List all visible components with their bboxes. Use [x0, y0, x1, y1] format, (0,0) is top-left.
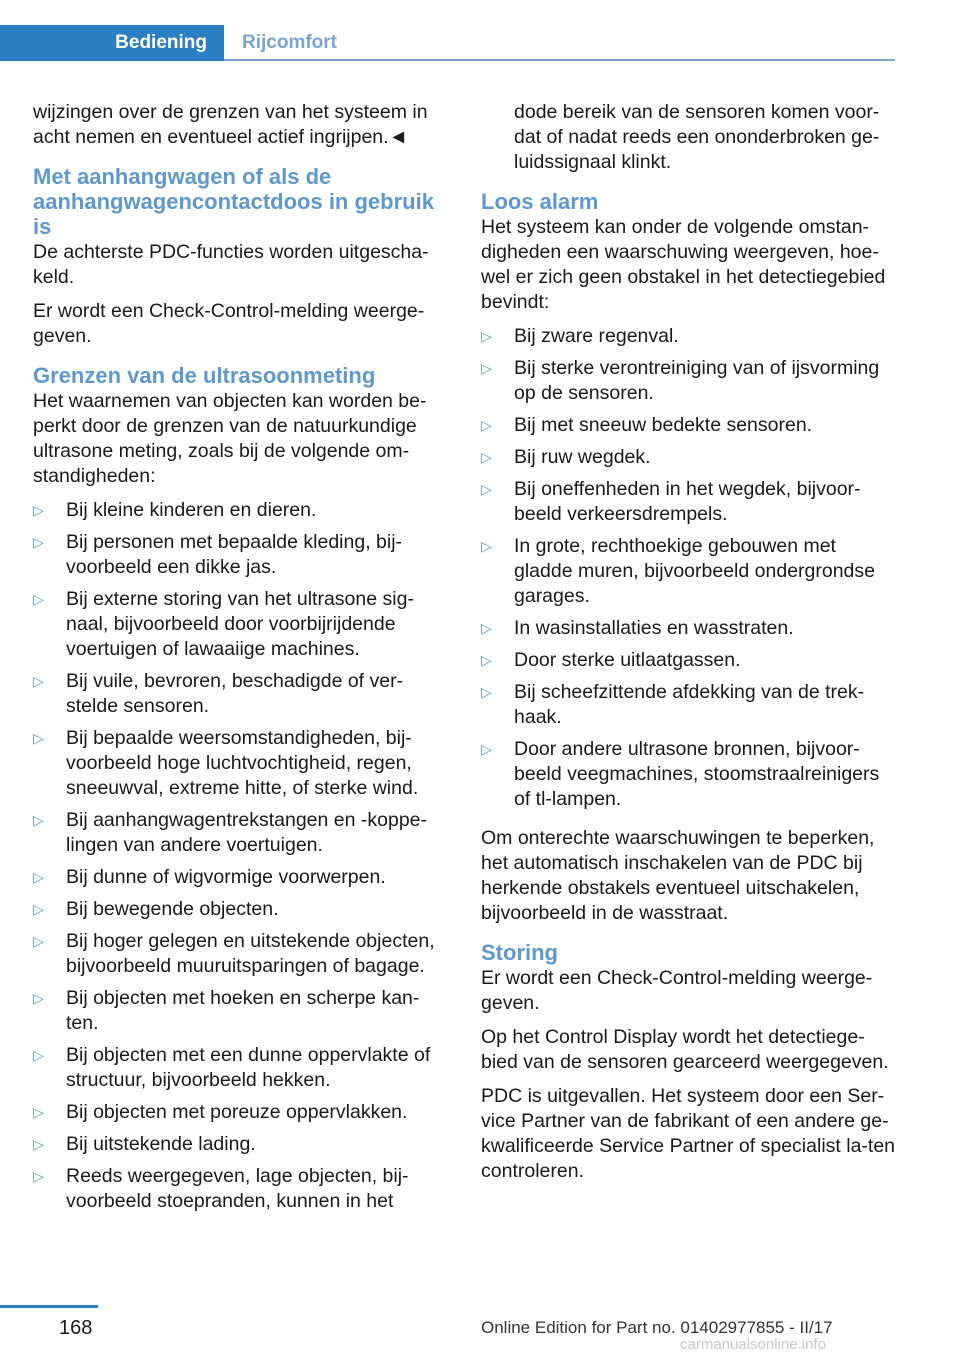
triangle-bullet-icon: ▷ [481, 741, 492, 757]
list-item-text: Bij aanhangwagentrekstangen en -koppe-lingen van andere voertuigen. [66, 809, 428, 856]
paragraph-grenzen: Het waarnemen van objecten kan worden be-perkt door de grenzen van de natuurkundige ultrasone meting, zoals bij de volgende om-standigheden: [33, 390, 427, 487]
paragraph-onterecht: Om onterechte waarschuwingen te beperken, het automatisch inschakelen van de PDC bij herkende obstakels eventueel uitschakelen, bijvoorbeeld in de wasstraat. [481, 827, 875, 924]
paragraph-storing-2: Op het Control Display wordt het detectiege-bied van de sensoren gearceerd weergegeven. [481, 1026, 889, 1073]
triangle-bullet-icon: ▷ [33, 502, 44, 518]
list-item [33, 897, 448, 929]
list-item-text: Bij kleine kinderen en dieren. [66, 499, 317, 521]
list-item [33, 498, 448, 530]
header-rule [224, 59, 895, 61]
list-item-text: Bij scheefzittende afdekking van de trek-haak. [514, 681, 865, 728]
list-item [481, 616, 896, 648]
paragraph-storing-1: Er wordt een Check-Control-melding weerge-geven. [481, 967, 873, 1014]
triangle-bullet-icon: ▷ [33, 1168, 44, 1184]
list-item-text: Bij met sneeuw bedekte sensoren. [514, 414, 813, 436]
triangle-bullet-icon: ▷ [33, 1047, 44, 1063]
triangle-bullet-icon: ▷ [33, 730, 44, 746]
list-item [481, 534, 896, 616]
list-item [33, 1132, 448, 1164]
page-number: 168 [59, 1317, 93, 1339]
triangle-bullet-icon: ▷ [33, 933, 44, 949]
heading-aanhangwagen: Met aanhangwagen of als de aanhangwagencontactdoos in gebruik is [33, 164, 434, 239]
list-item-text: Door sterke uitlaatgassen. [514, 649, 741, 671]
continuation-paragraph: dode bereik van de sensoren komen voor-dat of nadat reeds een ononderbroken ge-luidssignaal klinkt. [514, 101, 880, 173]
list-item-text: Bij zware regenval. [514, 325, 679, 347]
paragraph-loos-alarm: Het systeem kan onder de volgende omstan-digheden een waarschuwing weergeven, hoe-wel er zich geen obstakel in het detectiegebied bevindt: [481, 216, 886, 313]
list-item [33, 808, 448, 865]
left-column [33, 100, 448, 1228]
heading-storing: Storing [481, 940, 558, 965]
triangle-bullet-icon: ▷ [33, 901, 44, 917]
list-item-text: Bij oneffenheden in het wegdek, bijvoor-beeld verkeersdrempels. [514, 478, 861, 525]
list-item-text: Bij objecten met een dunne oppervlakte of structuur, bijvoorbeeld hekken. [66, 1044, 431, 1091]
list-item-text: Reeds weergegeven, lage objecten, bij-voorbeeld stoepranden, kunnen in het [66, 1165, 409, 1212]
intro-paragraph: wijzingen over de grenzen van het systeem in acht nemen en eventueel actief ingrijpen.◄ [33, 101, 428, 148]
paragraph-storing-3: PDC is uitgevallen. Het systeem door een Ser-vice Partner van de fabrikant of een andere ge-kwalificeerde Service Partner of specialist la-ten controleren. [481, 1085, 896, 1182]
list-item-text: In wasinstallaties en wasstraten. [514, 617, 794, 639]
list-item [33, 530, 448, 587]
edition-note: Online Edition for Part no. 01402977855 - II/17 [481, 1318, 833, 1337]
list-item [481, 356, 896, 413]
list-item-text: Bij personen met bepaalde kleding, bij-voorbeeld een dikke jas. [66, 531, 403, 578]
triangle-bullet-icon: ▷ [33, 990, 44, 1006]
triangle-bullet-icon: ▷ [481, 538, 492, 554]
triangle-bullet-icon: ▷ [481, 481, 492, 497]
footer-rule [0, 1305, 98, 1308]
false-alarm-list [481, 324, 896, 819]
triangle-bullet-icon: ▷ [33, 534, 44, 550]
triangle-bullet-icon: ▷ [33, 1136, 44, 1152]
triangle-bullet-icon: ▷ [33, 812, 44, 828]
list-item [33, 669, 448, 726]
list-item [33, 865, 448, 897]
list-item [481, 477, 896, 534]
heading-grenzen: Grenzen van de ultrasoonmeting [33, 363, 376, 388]
list-item [481, 445, 896, 477]
triangle-bullet-icon: ▷ [33, 673, 44, 689]
heading-loos-alarm: Loos alarm [481, 189, 599, 214]
list-item-text: Bij vuile, bevroren, beschadigde of ver-stelde sensoren. [66, 670, 404, 717]
tab-bediening[interactable]: Bediening [0, 25, 224, 61]
list-item-text: Bij ruw wegdek. [514, 446, 651, 468]
list-item [481, 737, 896, 819]
list-item [33, 1164, 448, 1221]
list-item [33, 929, 448, 986]
list-item [33, 587, 448, 669]
triangle-bullet-icon: ▷ [33, 869, 44, 885]
triangle-bullet-icon: ▷ [33, 591, 44, 607]
list-item-text: Bij objecten met hoeken en scherpe kan-ten. [66, 987, 420, 1034]
tab-rijcomfort[interactable]: Rijcomfort [242, 32, 337, 53]
paragraph-aanhang-2: Er wordt een Check-Control-melding weerge-geven. [33, 300, 425, 347]
list-item [481, 648, 896, 680]
list-item-text: Bij dunne of wigvormige voorwerpen. [66, 866, 386, 888]
list-item [481, 324, 896, 356]
triangle-bullet-icon: ▷ [481, 449, 492, 465]
list-item [481, 413, 896, 445]
list-item [33, 1100, 448, 1132]
watermark: carmanualsonline.info [680, 1336, 826, 1353]
list-item-text: Bij uitstekende lading. [66, 1133, 256, 1155]
triangle-bullet-icon: ▷ [481, 620, 492, 636]
right-column [481, 100, 896, 1193]
triangle-bullet-icon: ▷ [481, 328, 492, 344]
list-item-text: Bij objecten met poreuze oppervlakken. [66, 1101, 408, 1123]
triangle-bullet-icon: ▷ [481, 360, 492, 376]
list-item [33, 1043, 448, 1100]
list-item-text: Bij hoger gelegen en uitstekende objecten, bijvoorbeeld muuruitsparingen of bagage. [66, 930, 435, 977]
list-item-text: Bij bewegende objecten. [66, 898, 279, 920]
list-item-text: Bij bepaalde weersomstandigheden, bij-voorbeeld hoge luchtvochtigheid, regen, sneeuwval, extreme hitte, of sterke wind. [66, 727, 419, 799]
list-item [33, 986, 448, 1043]
triangle-bullet-icon: ▷ [481, 417, 492, 433]
chapter-tabs [0, 25, 353, 61]
triangle-bullet-icon: ▷ [481, 684, 492, 700]
list-item [481, 680, 896, 737]
list-item [33, 726, 448, 808]
triangle-bullet-icon: ▷ [33, 1104, 44, 1120]
list-item-text: Bij externe storing van het ultrasone sig-naal, bijvoorbeeld door voorbijrijdende voertuigen of lawaaiige machines. [66, 588, 414, 660]
limits-list [33, 498, 448, 1221]
list-item-text: In grote, rechthoekige gebouwen met gladde muren, bijvoorbeeld ondergrondse garages. [514, 535, 875, 607]
triangle-bullet-icon: ▷ [481, 652, 492, 668]
list-item-text: Bij sterke verontreiniging van of ijsvorming op de sensoren. [514, 357, 880, 404]
list-item-text: Door andere ultrasone bronnen, bijvoor-beeld veegmachines, stoomstraalreinigers of tl-lampen. [514, 738, 880, 810]
paragraph-aanhang-1: De achterste PDC-functies worden uitgescha-keld. [33, 241, 429, 288]
